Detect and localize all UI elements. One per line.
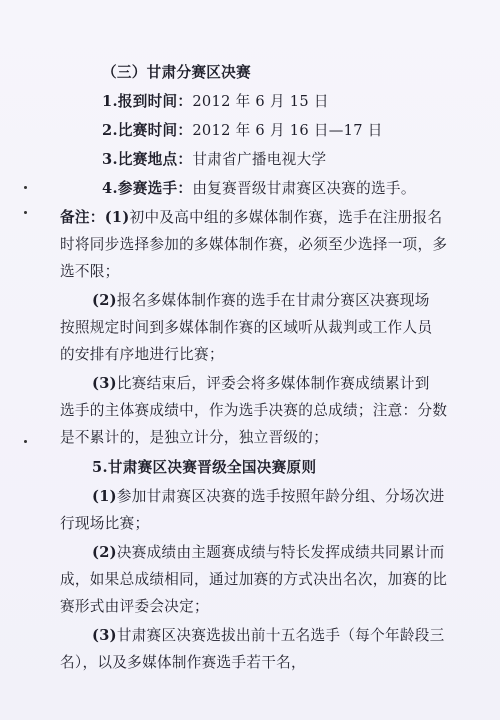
note1-line1 bbox=[60, 209, 442, 227]
item-label: 2.比赛时间： bbox=[102, 122, 193, 139]
rule3-text: 甘肃赛区决赛选拔出前十五名选手（每个年龄段三 bbox=[116, 627, 445, 644]
rule1-line1 bbox=[92, 488, 445, 506]
item-label: 3.比赛地点： bbox=[102, 151, 193, 168]
note2-line2: 按照规定时间到多媒体制作赛的区域听从裁判或工作人员 bbox=[60, 319, 433, 336]
note3-number: (3) bbox=[92, 375, 117, 392]
margin-dot-3 bbox=[24, 440, 27, 443]
note3-line2: 选手的主体赛成绩中，作为选手决赛的总成绩；注意：分数 bbox=[60, 402, 448, 419]
note2-text: 报名多媒体制作赛的选手在甘肃分赛区决赛现场 bbox=[116, 292, 430, 309]
note2-number: (2) bbox=[92, 292, 117, 309]
note3-text: 比赛结束后，评委会将多媒体制作赛成绩累计到 bbox=[116, 375, 430, 392]
rule2-line1 bbox=[92, 544, 445, 562]
rule1-number: (1) bbox=[92, 488, 117, 505]
item-report-time bbox=[102, 93, 329, 111]
margin-dot-1 bbox=[24, 186, 27, 189]
item-location bbox=[102, 151, 326, 169]
rule2-number: (2) bbox=[92, 544, 117, 561]
rule2-line2: 成，如果总成绩相同，通过加赛的方式决出名次，加赛的比 bbox=[60, 571, 448, 588]
item-label: 1.报到时间： bbox=[102, 93, 193, 110]
rule1-line2: 行现场比赛； bbox=[60, 515, 150, 532]
rule3-number: (3) bbox=[92, 627, 117, 644]
note1-line2: 时将同步选择参加的多媒体制作赛，必须至少选择一项，多 bbox=[60, 236, 448, 253]
rule1-text: 参加甘肃赛区决赛的选手按照年龄分组、分场次进 bbox=[116, 488, 445, 505]
section-heading: （三）甘肃分赛区决赛 bbox=[102, 64, 251, 81]
note3-line3: 是不累计的，是独立计分，独立晋级的； bbox=[60, 429, 329, 446]
note2-line3: 的安排有序地进行比赛； bbox=[60, 346, 224, 363]
note1-text: 初中及高中组的多媒体制作赛，选手在注册报名 bbox=[129, 209, 443, 226]
margin-dot-2 bbox=[24, 211, 27, 214]
item-value: 甘肃省广播电视大学 bbox=[192, 151, 327, 168]
note3-line1 bbox=[92, 375, 430, 393]
rule3-line1 bbox=[92, 627, 445, 645]
item-contestants bbox=[102, 180, 416, 198]
rule2-text: 决赛成绩由主题赛成绩与特长发挥成绩共同累计而 bbox=[116, 544, 445, 561]
rule3-line2: 名），以及多媒体制作赛选手若干名， bbox=[60, 654, 306, 671]
heading-5: 5.甘肃赛区决赛晋级全国决赛原则 bbox=[92, 459, 317, 476]
item-value: 2012 年 6 月 15 日 bbox=[192, 93, 329, 110]
item-value: 由复赛晋级甘肃赛区决赛的选手。 bbox=[192, 180, 416, 197]
note-label: 备注： bbox=[60, 209, 105, 226]
item-label: 4.参赛选手： bbox=[102, 180, 193, 197]
item-match-time bbox=[102, 122, 383, 140]
note1-number: (1) bbox=[104, 209, 130, 226]
rule2-line3: 赛形式由评委会决定； bbox=[60, 598, 209, 615]
item-value: 2012 年 6 月 16 日—17 日 bbox=[192, 122, 383, 139]
note2-line1 bbox=[92, 292, 430, 310]
note1-line3: 选不限； bbox=[60, 263, 120, 280]
